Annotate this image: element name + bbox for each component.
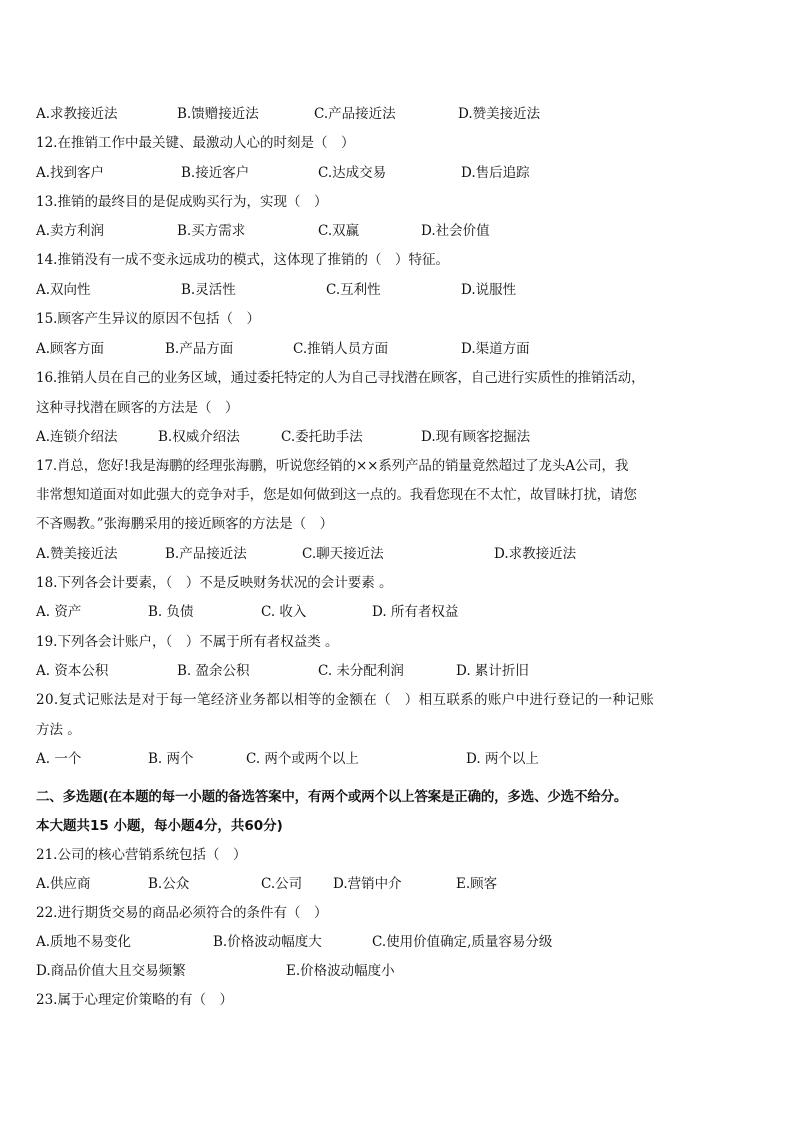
q17-stem-line3: 不吝赐教。”张海鹏采用的接近顾客的方法是（ ） [36, 516, 334, 532]
q15-option-a: A.顾客方面 [36, 341, 105, 357]
section-2-heading-line2: 本大题共15 小题，每小题4分，共60分) [36, 818, 283, 834]
q14-option-b: B.灵活性 [181, 282, 236, 298]
q15-option-c: C.推销人员方面 [293, 341, 389, 357]
q11-option-d: D.赞美接近法 [458, 106, 541, 122]
q13-option-c: C.双赢 [318, 223, 360, 239]
q12-option-c: C.达成交易 [318, 165, 387, 181]
q13-option-b: B.买方需求 [177, 223, 246, 239]
q20-option-b: B. 两个 [148, 751, 194, 767]
q14-option-c: C.互利性 [326, 282, 381, 298]
q17-option-d: D.求教接近法 [494, 546, 577, 562]
q12-option-d: D.售后追踪 [461, 165, 530, 181]
q12-option-b: B.接近客户 [181, 165, 250, 181]
q20-option-c: C. 两个或两个以上 [246, 751, 359, 767]
q18-option-b: B. 负债 [148, 604, 194, 620]
q20-option-d: D. 两个以上 [466, 751, 539, 767]
q22-option-b: B.价格波动幅度大 [213, 934, 322, 950]
q21-option-b: B.公众 [148, 876, 190, 892]
q19-option-d: D. 累计折旧 [456, 663, 529, 679]
q12-option-a: A.找到客户 [36, 165, 105, 181]
q11-option-b: B.馈赠接近法 [177, 106, 259, 122]
q13-option-d: D.社会价值 [421, 223, 490, 239]
q21-option-a: A.供应商 [36, 876, 91, 892]
q13-stem: 13.推销的最终目的是促成购买行为，实现（ ） [36, 194, 328, 210]
q21-option-e: E.顾客 [456, 876, 498, 892]
q22-option-d: D.商品价值大且交易频繁 [36, 963, 186, 979]
q19-option-b: B. 盈余公积 [177, 663, 250, 679]
q18-option-a: A. 资产 [36, 604, 82, 620]
q13-option-a: A.卖方利润 [36, 223, 105, 239]
q20-stem-line2: 方法 。 [36, 722, 81, 738]
q21-stem: 21.公司的核心营销系统包括（ ） [36, 847, 247, 863]
q18-stem: 18.下列各会计要素，（ ）不是反映财务状况的会计要素 。 [36, 575, 393, 591]
q17-stem-line2: 非常想知道面对如此强大的竞争对手，您是如何做到这一点的。我看您现在不太忙，故冒昧打扰，请您 [36, 487, 637, 503]
q22-option-e: E.价格波动幅度小 [286, 963, 395, 979]
q11-option-c: C.产品接近法 [314, 106, 396, 122]
q16-stem-line2: 这种寻找潜在顾客的方法是（ ） [36, 400, 239, 416]
q21-option-d: D.营销中介 [333, 876, 402, 892]
q11-option-a: A.求教接近法 [36, 106, 118, 122]
q15-stem: 15.顾客产生异议的原因不包括（ ） [36, 311, 260, 327]
q22-option-c: C.使用价值确定,质量容易分级 [372, 934, 553, 950]
q23-stem: 23.属于心理定价策略的有（ ） [36, 992, 233, 1008]
q16-option-c: C.委托助手法 [281, 429, 363, 445]
q18-option-c: C. 收入 [261, 604, 307, 620]
q14-option-a: A.双向性 [36, 282, 91, 298]
q19-option-a: A. 资本公积 [36, 663, 109, 679]
q16-option-a: A.连锁介绍法 [36, 429, 118, 445]
q14-stem: 14.推销没有一成不变永远成功的模式，这体现了推销的（ ）特征。 [36, 252, 449, 268]
section-2-heading-line1: 二、多选题(在本题的每一小题的备选答案中，有两个或两个以上答案是正确的，多选、少选不给分。 [36, 789, 628, 805]
q22-option-a: A.质地不易变化 [36, 934, 132, 950]
q16-option-d: D.现有顾客挖掘法 [421, 429, 531, 445]
q12-stem: 12.在推销工作中最关键、最激动人心的时刻是（ ） [36, 135, 355, 151]
q17-option-c: C.聊天接近法 [302, 546, 384, 562]
q16-option-b: B.权威介绍法 [158, 429, 240, 445]
q22-stem: 22.进行期货交易的商品必须符合的条件有（ ） [36, 905, 328, 921]
q17-option-a: A.赞美接近法 [36, 546, 118, 562]
q19-stem: 19.下列各会计账户，（ ）不属于所有者权益类 。 [36, 634, 339, 650]
q16-stem-line1: 16.推销人员在自己的业务区域，通过委托特定的人为自己寻找潜在顾客，自己进行实质性的推销活动， [36, 370, 645, 386]
q18-option-d: D. 所有者权益 [372, 604, 459, 620]
q14-option-d: D.说服性 [461, 282, 517, 298]
q19-option-c: C. 未分配利润 [318, 663, 404, 679]
q20-stem-line1: 20.复式记账法是对于每一笔经济业务都以相等的金额在（ ）相互联系的账户中进行登记的一种记账 [36, 692, 655, 708]
q17-stem-line1: 17.肖总，您好!我是海鹏的经理张海鹏，听说您经销的××系列产品的销量竟然超过了龙头A公司，我 [36, 458, 629, 474]
q17-option-b: B.产品接近法 [165, 546, 247, 562]
q15-option-d: D.渠道方面 [461, 341, 530, 357]
q21-option-c: C.公司 [261, 876, 303, 892]
q20-option-a: A. 一个 [36, 751, 82, 767]
q15-option-b: B.产品方面 [165, 341, 234, 357]
